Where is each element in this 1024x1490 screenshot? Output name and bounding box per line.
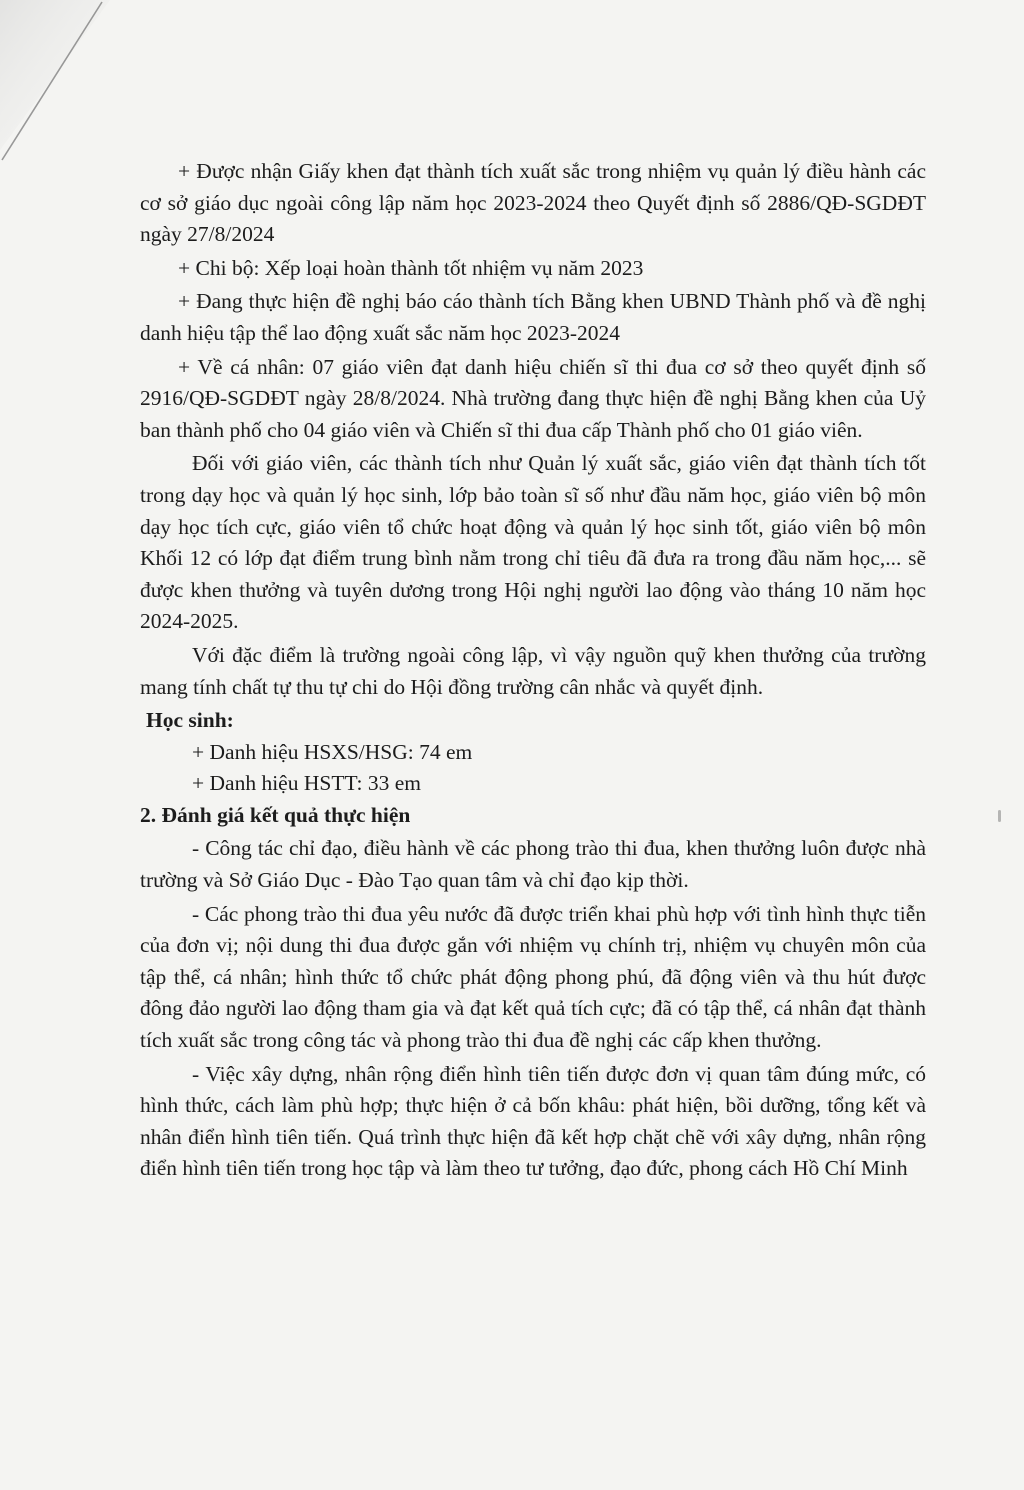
paragraph-commendation: + Được nhận Giấy khen đạt thành tích xuất sắc trong nhiệm vụ quản lý điều hành các cơ sở giáo dục ngoài công lập năm học 2023-2024 theo Quyết định số 2886/QĐ-SGDĐT ngày 27/8/2024 (140, 159, 926, 247)
paragraph-exemplary-models: - Việc xây dựng, nhân rộng điển hình tiên tiến được đơn vị quan tâm đúng mức, có hình thức, cách làm phù hợp; thực hiện ở cả bốn khâu: phát hiện, bồi dưỡng, tổng kết và nhân điển hình tiên tiến. Quá trình thực hiện đã kết hợp chặt chẽ với xây dựng, nhân rộng điển hình tiên tiến trong học tập và làm theo tư tưởng, đạo đức, phong cách Hồ Chí Minh (140, 1061, 926, 1181)
scan-edge-shadow (0, 0, 140, 180)
paragraph-direction: - Công tác chỉ đạo, điều hành về các phong trào thi đua, khen thưởng luôn được nhà trường và Sở Giáo Dục - Đào Tạo quan tâm và chỉ đạo kịp thời. (140, 836, 926, 893)
paragraph-city-award: + Đang thực hiện đề nghị báo cáo thành tích Bằng khen UBND Thành phố và đề nghị danh hiệu tập thể lao động xuất sắc năm học 2023-2024 (140, 289, 926, 345)
paragraph-reward-fund: Với đặc điểm là trường ngoài công lập, vì vậy nguồn quỹ khen thưởng của trường mang tính chất tự thu tự chi do Hội đồng trường cân nhắc và quyết định. (140, 642, 926, 699)
heading-students: Học sinh: (146, 708, 234, 733)
paragraph-individuals: + Về cá nhân: 07 giáo viên đạt danh hiệu chiến sĩ thi đua cơ sở theo quyết định số 2916/QĐ-SGDĐT ngày 28/8/2024. Nhà trường đang thực hiện đề nghị Bằng khen của Uỷ ban thành phố cho 04 giáo viên và Chiến sĩ thi đua cấp Thành phố cho 01 giáo viên. (140, 354, 926, 442)
paragraph-patriotic-movements: - Các phong trào thi đua yêu nước đã được triển khai phù hợp với tình hình thực tiễn của đơn vị; nội dung thi đua được gắn với nhiệm vụ chính trị, nhiệm vụ chuyên môn của tập thể, cá nhân; hình thức tổ chức phát động phong phú, đã động viên và thu hút được đông đảo người lao động tham gia và đạt kết quả tích cực; đã có tập thể, cá nhân đạt thành tích xuất sắc trong công tác và phong trào thi đua đề nghị các cấp khen thưởng. (140, 901, 926, 1053)
paragraph-hstt: + Danh hiệu HSTT: 33 em (192, 771, 422, 796)
paragraph-hsxs-hsg: + Danh hiệu HSXS/HSG: 74 em (192, 739, 473, 764)
scan-speck (998, 810, 1001, 822)
paragraph-party-cell: + Chi bộ: Xếp loại hoàn thành tốt nhiệm vụ năm 2023 (178, 255, 644, 280)
heading-evaluation: 2. Đánh giá kết quả thực hiện (140, 802, 411, 827)
document-body (140, 156, 926, 1185)
paragraph-teachers: Đối với giáo viên, các thành tích như Quản lý xuất sắc, giáo viên đạt thành tích tốt trong dạy học và quản lý học sinh, lớp bảo toàn sĩ số như đầu năm học, giáo viên bộ môn dạy học tích cực, giáo viên tổ chức hoạt động và quản lý học sinh tốt, giáo viên bộ môn Khối 12 có lớp đạt điểm trung bình nằm trong chỉ tiêu đã đưa ra trong đầu năm học,... sẽ được khen thưởng và tuyên dương trong Hội nghị người lao động vào tháng 10 năm học 2024-2025. (140, 451, 926, 634)
